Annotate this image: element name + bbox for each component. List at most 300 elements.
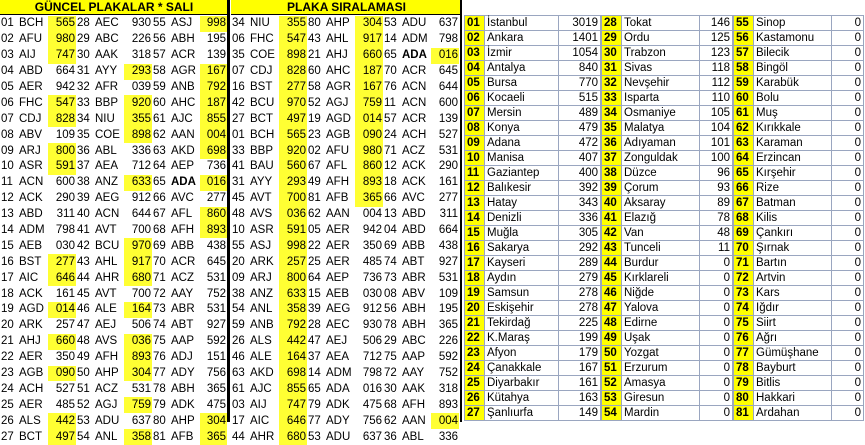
plate-number: 08: [1, 128, 14, 141]
plate-column-5: [307, 16, 383, 445]
plate-row: [0, 159, 76, 175]
plate-row: [0, 238, 76, 254]
plate-number: 41: [232, 160, 245, 173]
plate-number: 03: [1, 49, 14, 62]
plate-row: [76, 127, 152, 143]
city-name: Isparta: [622, 91, 700, 106]
plate-row: [307, 429, 383, 445]
plate-value: 930: [131, 17, 151, 30]
plate-value: 257: [279, 254, 307, 270]
plate-code: AHP: [171, 414, 195, 427]
rank-number: 81: [734, 406, 754, 421]
plate-value: 226: [131, 33, 151, 46]
plate-value: 759: [124, 397, 152, 413]
plate-code: COE: [95, 128, 120, 141]
plate-value: 828: [279, 64, 307, 80]
plate-row: [307, 95, 383, 111]
plate-code: ALS: [250, 335, 272, 348]
plate-row: [0, 16, 76, 32]
plate-number: 28: [308, 319, 321, 332]
city-count: 0: [832, 181, 864, 196]
city-name: Hakkari: [754, 391, 832, 406]
plate-row: [0, 191, 76, 207]
ranking-row: [602, 211, 733, 226]
plate-code: AKD: [171, 144, 195, 157]
city-name: Ardahan: [754, 406, 832, 421]
rank-number: 72: [734, 271, 754, 286]
ranking-row: [734, 106, 864, 121]
city-count: 3019: [559, 16, 601, 31]
plate-value: 646: [279, 413, 307, 429]
plate-value: 798: [362, 367, 382, 380]
plate-number: 29: [77, 33, 90, 46]
plate-number: 06: [232, 33, 245, 46]
plate-row: [307, 397, 383, 413]
plate-value: 004: [431, 413, 459, 429]
city-count: 146: [700, 16, 733, 31]
plate-number: 42: [77, 239, 90, 252]
ranking-row: [602, 331, 733, 346]
plate-row: [307, 32, 383, 48]
plate-code: ASJ: [250, 239, 272, 252]
plate-row: [152, 143, 227, 159]
plate-code: ALE: [95, 303, 117, 316]
city-count: 199: [559, 331, 601, 346]
plate-row: [307, 175, 383, 191]
city-count: 0: [832, 76, 864, 91]
plate-value: 195: [438, 303, 458, 316]
city-count: 278: [559, 286, 601, 301]
plate-row: [76, 397, 152, 413]
plate-row: [0, 48, 76, 64]
plate-code: ACR: [171, 49, 196, 62]
plate-row: [76, 429, 152, 445]
plate-value: 036: [124, 334, 152, 350]
ranking-row: [734, 241, 864, 256]
plate-row: [152, 381, 227, 397]
plate-code: ABH: [402, 319, 426, 332]
ranking-row: [734, 346, 864, 361]
plate-number: 22: [308, 239, 321, 252]
plate-number: 23: [1, 367, 14, 380]
plate-code: AHC: [326, 65, 351, 78]
plate-value: 860: [200, 207, 227, 223]
rank-number: 12: [465, 181, 485, 196]
plate-number: 58: [153, 65, 166, 78]
ranking-row: [465, 166, 601, 181]
rank-number: 78: [734, 361, 754, 376]
plate-number: 18: [384, 176, 397, 189]
ranking-row: [465, 196, 601, 211]
city-count: 770: [559, 76, 601, 91]
city-name: Afyon: [485, 346, 559, 361]
plate-number: 21: [1, 335, 14, 348]
plate-value: 644: [438, 81, 458, 93]
plate-code: AHP: [326, 17, 350, 30]
plate-number: 75: [153, 335, 166, 348]
plate-row: [0, 127, 76, 143]
plate-row: [307, 159, 383, 175]
plate-code: AEJ: [326, 335, 348, 348]
plate-code: AGR: [326, 81, 351, 93]
city-name: Bursa: [485, 76, 559, 91]
plate-value: 167: [200, 64, 227, 80]
rank-number: 74: [734, 301, 754, 316]
plate-value: 277: [48, 254, 76, 270]
plate-row: [0, 32, 76, 48]
plate-code: AIJ: [250, 398, 267, 411]
city-count: 0: [832, 151, 864, 166]
ranking-row: [465, 241, 601, 256]
plate-value: 893: [124, 350, 152, 366]
plate-code: BST: [250, 81, 273, 93]
plate-row: [152, 159, 227, 175]
plate-code: BCH: [250, 128, 275, 141]
rank-number: 20: [465, 301, 485, 316]
rank-number: 30: [602, 46, 622, 61]
rank-number: 70: [734, 241, 754, 256]
plate-number: 11: [384, 96, 396, 109]
ranking-row: [465, 91, 601, 106]
plate-code: AHR: [95, 271, 120, 284]
plate-row: [76, 270, 152, 286]
plate-value: 036: [279, 207, 307, 223]
plate-row: [152, 127, 227, 143]
plate-code: AHP: [95, 367, 119, 380]
plate-code: AEA: [95, 160, 119, 173]
plate-code: AGJ: [95, 398, 118, 411]
ranking-row: [602, 61, 733, 76]
ranking-row: [465, 106, 601, 121]
city-name: Osmaniye: [622, 106, 700, 121]
plate-number: 71: [384, 144, 397, 157]
plate-value: 506: [131, 319, 151, 332]
plate-value: 485: [362, 255, 382, 268]
city-count: 104: [700, 121, 733, 136]
plate-code: ACR: [402, 65, 427, 78]
ranking-row: [602, 196, 733, 211]
ranking-row: [465, 301, 601, 316]
ranking-column-1: [464, 15, 601, 421]
plate-value: 637: [362, 430, 382, 443]
city-count: 0: [700, 301, 733, 316]
plate-code: AFL: [326, 160, 348, 173]
plate-code: ABB: [171, 239, 195, 252]
plate-value: 565: [48, 16, 76, 32]
plate-row: [76, 413, 152, 429]
ranking-row: [465, 76, 601, 91]
city-name: Kocaeli: [485, 91, 559, 106]
plate-number: 16: [1, 255, 14, 268]
plate-number: 53: [384, 17, 397, 30]
plate-row: [76, 191, 152, 207]
plate-value: 318: [438, 382, 458, 395]
plate-code: AHJ: [19, 335, 41, 348]
rank-number: 36: [602, 136, 622, 151]
plate-code: AYY: [95, 65, 118, 78]
city-count: 0: [832, 361, 864, 376]
plate-number: 54: [77, 430, 90, 443]
plate-number: 80: [308, 17, 321, 30]
plate-row: [0, 286, 76, 302]
city-name: Yalova: [622, 301, 700, 316]
plate-number: 20: [232, 255, 245, 268]
city-count: 93: [700, 181, 733, 196]
plate-code: BCT: [250, 112, 273, 125]
plate-code: ABD: [19, 65, 43, 78]
ranking-row: [465, 406, 601, 421]
city-name: Kastamonu: [754, 31, 832, 46]
city-name: Denizli: [485, 211, 559, 226]
ranking-row: [465, 211, 601, 226]
city-name: Sinop: [754, 16, 832, 31]
plate-number: 05: [1, 81, 14, 93]
city-name: Malatya: [622, 121, 700, 136]
plate-code: ABT: [402, 255, 425, 268]
rank-number: 62: [734, 121, 754, 136]
plate-row: [383, 366, 459, 382]
plate-code: AFB: [171, 430, 194, 443]
plate-value: 355: [279, 16, 307, 32]
plate-code: AIC: [19, 271, 39, 284]
city-count: 0: [832, 31, 864, 46]
plate-value: 139: [206, 49, 226, 62]
city-name: Artvin: [754, 271, 832, 286]
plate-code: ADU: [95, 414, 120, 427]
plate-number: 17: [1, 271, 14, 284]
plate-row: [0, 80, 76, 96]
plate-number: 59: [232, 319, 245, 332]
city-count: 163: [559, 391, 601, 406]
plate-number: 14: [1, 224, 14, 237]
plate-number: 09: [232, 271, 245, 284]
city-count: 0: [832, 61, 864, 76]
plate-row: [231, 191, 307, 207]
city-name: Karabük: [754, 76, 832, 91]
city-count: 0: [832, 406, 864, 421]
rank-number: 51: [602, 361, 622, 376]
rank-number: 65: [734, 166, 754, 181]
ranking-row: [602, 106, 733, 121]
plate-code: ANL: [250, 303, 273, 316]
ranking-column-2: [601, 15, 733, 421]
plate-value: 800: [279, 270, 307, 286]
plate-code: ADK: [326, 398, 350, 411]
plate-row: [231, 143, 307, 159]
plate-row: [383, 16, 459, 32]
plate-number: 75: [384, 351, 397, 364]
plate-row: [307, 64, 383, 80]
plate-code: ABD: [402, 208, 426, 221]
city-count: 0: [700, 376, 733, 391]
plate-code: ANZ: [250, 287, 273, 300]
city-count: 0: [832, 301, 864, 316]
ranking-row: [734, 181, 864, 196]
city-count: 0: [832, 226, 864, 241]
city-name: Giresun: [622, 391, 700, 406]
plate-number: 64: [153, 160, 166, 173]
plate-row: [152, 207, 227, 223]
plate-code: ACN: [402, 81, 427, 93]
plate-code: AVC: [402, 192, 425, 205]
ranking-row: [602, 376, 733, 391]
city-count: 0: [832, 121, 864, 136]
plate-value: 798: [55, 224, 75, 237]
plate-row: [0, 429, 76, 445]
plate-row: [0, 207, 76, 223]
plate-number: 25: [308, 255, 321, 268]
rank-number: 77: [734, 346, 754, 361]
plate-value: 700: [131, 224, 151, 237]
plate-code: ANZ: [95, 176, 118, 189]
plate-value: 475: [206, 398, 226, 411]
plate-row: [307, 302, 383, 318]
plate-code: ARK: [19, 319, 43, 332]
city-name: Bartın: [754, 256, 832, 271]
plate-row: [0, 302, 76, 318]
city-count: 1054: [559, 46, 601, 61]
plate-code: BBP: [95, 96, 119, 109]
plate-value: 164: [279, 350, 307, 366]
ranking-row: [602, 226, 733, 241]
center-divider: [227, 0, 230, 422]
plate-code: AFL: [171, 208, 193, 221]
plate-number: 60: [308, 65, 321, 78]
ranking-row: [602, 136, 733, 151]
plate-row: [231, 223, 307, 239]
city-count: 0: [832, 136, 864, 151]
plate-code: ACH: [19, 382, 44, 395]
plate-code: AGB: [326, 128, 351, 141]
ranking-row: [602, 31, 733, 46]
plate-row: [76, 238, 152, 254]
ranking-row: [602, 301, 733, 316]
ranking-row: [602, 46, 733, 61]
city-name: Tunceli: [622, 241, 700, 256]
plate-row: [0, 175, 76, 191]
rank-number: 13: [465, 196, 485, 211]
ranking-row: [602, 271, 733, 286]
plate-row: [231, 270, 307, 286]
plate-number: 27: [232, 112, 245, 125]
plate-value: 800: [48, 143, 76, 159]
plate-code: AGD: [326, 112, 351, 125]
plate-number: 61: [153, 112, 166, 125]
plate-row: [152, 397, 227, 413]
city-name: Samsun: [485, 286, 559, 301]
plate-number: 53: [77, 414, 90, 427]
plate-number: 70: [153, 255, 166, 268]
plate-code: ANB: [250, 319, 274, 332]
city-name: İstanbul: [485, 16, 559, 31]
plate-value: 016: [431, 48, 459, 64]
plate-number: 66: [153, 192, 166, 205]
plate-code: BAU: [250, 160, 274, 173]
plate-value: 090: [355, 127, 383, 143]
city-name: Siirt: [754, 316, 832, 331]
ranking-row: [602, 151, 733, 166]
plate-code: AAK: [402, 382, 426, 395]
plate-value: 927: [206, 319, 226, 332]
plate-code: BCH: [19, 17, 44, 30]
plate-number: 14: [308, 367, 321, 380]
plate-row: [76, 143, 152, 159]
plate-row: [383, 350, 459, 366]
plate-value: 680: [124, 270, 152, 286]
plate-number: 44: [232, 430, 245, 443]
plate-value: 030: [55, 239, 75, 252]
city-count: 105: [700, 106, 733, 121]
plate-number: 24: [384, 128, 397, 141]
plate-value: 531: [206, 271, 226, 284]
plate-code: AAY: [402, 367, 425, 380]
plate-number: 03: [232, 398, 245, 411]
plate-row: [307, 207, 383, 223]
plate-value: 506: [362, 335, 382, 348]
rank-number: 40: [602, 196, 622, 211]
city-name: Aydın: [485, 271, 559, 286]
rank-number: 34: [602, 106, 622, 121]
rank-number: 64: [734, 151, 754, 166]
plate-number: 19: [1, 303, 14, 316]
city-name: Eskişehir: [485, 301, 559, 316]
plate-value: 917: [124, 254, 152, 270]
city-count: 0: [832, 196, 864, 211]
plate-row: [152, 16, 227, 32]
city-name: Manisa: [485, 151, 559, 166]
plate-value: 855: [279, 381, 307, 397]
ranking-row: [734, 46, 864, 61]
plate-row: [76, 381, 152, 397]
plate-number: 67: [153, 208, 166, 221]
city-count: 0: [832, 46, 864, 61]
plate-number: 46: [232, 351, 245, 364]
plate-code: AFU: [326, 144, 349, 157]
city-name: Hatay: [485, 196, 559, 211]
plate-code: ADK: [171, 398, 195, 411]
city-count: 0: [832, 211, 864, 226]
city-name: Aksaray: [622, 196, 700, 211]
ranking-row: [734, 226, 864, 241]
city-name: Gaziantep: [485, 166, 559, 181]
plate-row: [0, 143, 76, 159]
city-count: 0: [832, 376, 864, 391]
ranking-row: [465, 151, 601, 166]
rank-number: 53: [602, 391, 622, 406]
ranking-row: [734, 376, 864, 391]
plate-code: AHR: [250, 430, 275, 443]
rank-number: 06: [465, 91, 485, 106]
plate-code: CDJ: [250, 65, 273, 78]
plate-code: AFB: [326, 192, 349, 205]
plate-number: 46: [77, 303, 90, 316]
plate-row: [231, 254, 307, 270]
plate-code: ADJ: [171, 351, 193, 364]
plate-code: ABR: [402, 271, 426, 284]
city-count: 0: [700, 406, 733, 421]
plate-number: 30: [384, 382, 397, 395]
rank-number: 15: [465, 226, 485, 241]
plate-value: 637: [131, 414, 151, 427]
plate-number: 24: [1, 382, 14, 395]
city-name: Elazığ: [622, 211, 700, 226]
rank-number: 03: [465, 46, 485, 61]
plate-number: 25: [1, 398, 14, 411]
plate-number: 36: [384, 430, 397, 443]
ranking-row: [465, 121, 601, 136]
plate-number: 81: [308, 192, 321, 205]
plate-number: 08: [384, 287, 397, 300]
